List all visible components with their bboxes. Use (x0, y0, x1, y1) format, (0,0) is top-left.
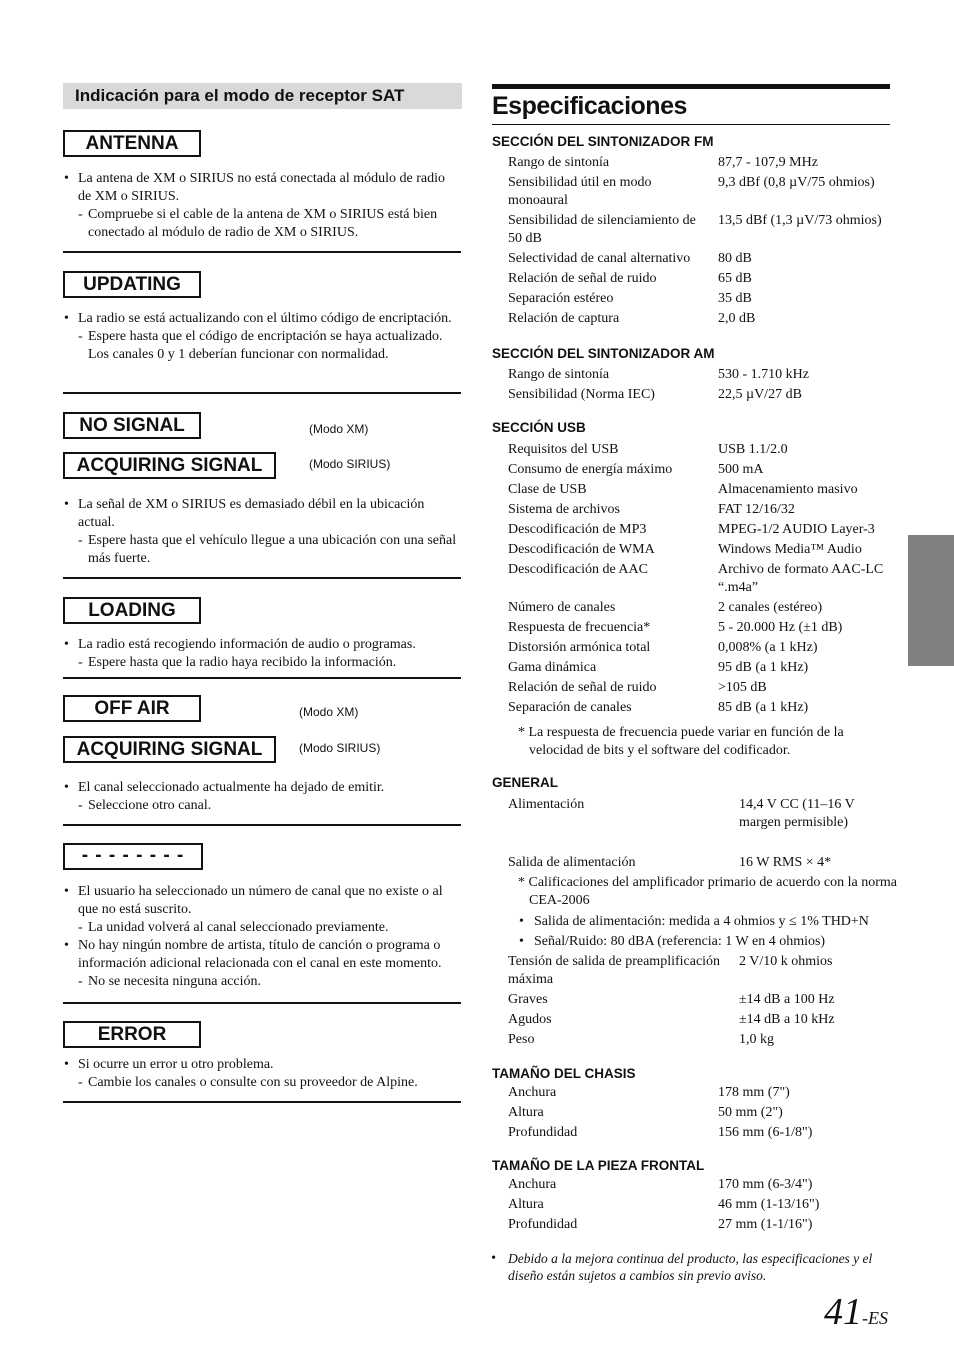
bullet-item (519, 933, 906, 951)
spec-value: FAT 12/16/32 (718, 502, 795, 517)
list-item: • La señal de XM o SIRIUS es demasiado débil en la ubicación actual. (63, 496, 461, 532)
spec-row (508, 154, 891, 172)
spec-row (508, 796, 891, 854)
spec-value: ±14 dB a 100 Hz (739, 992, 835, 1007)
sub-item: - Espere hasta que la radio haya recibido la información. (63, 654, 461, 672)
spec-row (508, 461, 891, 479)
spec-value: ±14 dB a 10 kHz (739, 1012, 835, 1027)
display-label-dashes: - - - - - - - - (63, 843, 203, 870)
spec-label: Requisitos del USB (508, 442, 619, 457)
spec-label: Consumo de energía máximo (508, 462, 673, 477)
bullet-glyph: • (519, 914, 524, 929)
spec-value: 500 mA (718, 462, 764, 477)
spec-table-general-2 (508, 953, 891, 1049)
spec-label: Respuesta de frecuencia* (508, 620, 651, 635)
spec-value: 35 dB (718, 291, 752, 306)
page-number (824, 1290, 888, 1334)
spec-section-heading: SECCIÓN DEL SINTONIZADOR FM (492, 134, 714, 149)
display-label-loading: LOADING (63, 597, 201, 624)
spec-table-chassis (508, 1084, 891, 1142)
sub-item: - Seleccione otro canal. (63, 797, 461, 815)
spec-label: Sistema de archivos (508, 502, 620, 517)
spec-section-heading: TAMAÑO DEL CHASIS (492, 1066, 636, 1081)
spec-row (508, 599, 891, 617)
off-air-description (63, 779, 461, 815)
spec-label: Profundidad (508, 1125, 578, 1140)
spec-row (508, 541, 891, 559)
spec-row (508, 290, 891, 308)
spec-label: Rango de sintonía (508, 367, 610, 382)
footnote: Debido a la mejora continua del producto, las especificaciones y el diseño están sujetos a cambios sin previo aviso. (508, 1251, 873, 1283)
spec-row (508, 561, 891, 599)
spec-value: 80 dB (718, 251, 752, 266)
spec-label: Sensibilidad de silenciamiento de 50 dB (508, 213, 696, 246)
spec-label: Anchura (508, 1177, 557, 1192)
spec-value: 87,7 - 107,9 MHz (718, 155, 818, 170)
list-item: • La radio se está actualizando con el último código de encriptación. (63, 310, 461, 328)
antenna-description (63, 170, 461, 242)
spec-row (508, 679, 891, 697)
spec-row (508, 1104, 891, 1122)
spec-row (508, 250, 891, 268)
spec-row (508, 659, 891, 677)
spec-label: Rango de sintonía (508, 155, 610, 170)
section-heading: Indicación para el modo de receptor SAT (63, 83, 462, 109)
spec-row (508, 481, 891, 499)
spec-value: 13,5 dBf (1,3 µV/73 ohmios) (718, 213, 882, 228)
spec-value: 2 canales (estéreo) (718, 600, 823, 615)
spec-value: 0,008% (a 1 kHz) (718, 640, 818, 655)
spec-row (508, 441, 891, 459)
spec-row (508, 270, 891, 288)
spec-row (508, 386, 891, 404)
spec-label: Profundidad (508, 1217, 578, 1232)
spec-label: Descodificación de AAC (508, 562, 648, 577)
page-title: Especificaciones (492, 84, 890, 125)
spec-row (508, 521, 891, 539)
spec-value: 27 mm (1-1/16") (718, 1217, 813, 1232)
spec-row (508, 174, 891, 210)
spec-table-general (508, 796, 891, 872)
spec-label: Clase de USB (508, 482, 587, 497)
spec-label: Salida de alimentación (508, 855, 636, 870)
display-label-antenna: ANTENNA (63, 130, 201, 157)
spec-row (508, 699, 891, 717)
spec-row (508, 639, 891, 657)
sub-item: - Espere hasta que el código de encriptación se haya actualizado. Los canales 0 y 1 deberían funcionar con normalidad. (63, 328, 461, 364)
mode-label: (Modo SIRIUS) (309, 457, 391, 471)
spec-label: Anchura (508, 1085, 557, 1100)
bullet-text: Salida de alimentación: medida a 4 ohmios y ≤ 1% THD+N (534, 914, 869, 929)
spec-row (508, 1031, 891, 1049)
side-thumb-tab (908, 535, 954, 666)
spec-row (508, 501, 891, 519)
spec-row (508, 1176, 891, 1194)
divider (63, 251, 461, 253)
general-bullets (518, 913, 906, 951)
spec-row (508, 212, 891, 248)
display-label-acquiring-signal: ACQUIRING SIGNAL (63, 452, 276, 479)
spec-value: >105 dB (718, 680, 767, 695)
spec-table-usb (508, 441, 891, 717)
spec-table-am (508, 366, 891, 404)
divider (63, 677, 461, 679)
spec-label: Selectividad de canal alternativo (508, 251, 691, 266)
spec-value: Windows Media™ Audio (718, 542, 862, 557)
updating-description (63, 310, 461, 364)
spec-label: Alimentación (508, 797, 585, 812)
spec-value: 178 mm (7") (718, 1085, 790, 1100)
mode-label: (Modo XM) (299, 705, 359, 719)
spec-value: 1,0 kg (739, 1032, 774, 1047)
spec-label: Distorsión armónica total (508, 640, 651, 655)
divider (63, 1002, 461, 1004)
no-signal-description (63, 496, 461, 568)
no-channel-description (63, 883, 461, 991)
list-item: • La radio está recogiendo información de audio o programas. (63, 636, 461, 654)
list-item: • La antena de XM o SIRIUS no está conectada al módulo de radio de XM o SIRIUS. (63, 170, 461, 206)
divider (63, 1101, 461, 1103)
spec-label: Relación de señal de ruido (508, 271, 657, 286)
display-label-off-air: OFF AIR (63, 695, 201, 722)
list-item: • No hay ningún nombre de artista, título de canción o programa o información adicional relacionada con el canal en este momento. (63, 937, 461, 973)
spec-label: Relación de captura (508, 311, 620, 326)
spec-label: Peso (508, 1032, 535, 1047)
spec-row (508, 310, 891, 328)
spec-row (508, 1124, 891, 1142)
spec-value: 5 - 20.000 Hz (±1 dB) (718, 620, 843, 635)
spec-value: 156 mm (6-1/8") (718, 1125, 813, 1140)
bullet-item (519, 913, 906, 931)
spec-label: Gama dinámica (508, 660, 597, 675)
spec-value: 95 dB (a 1 kHz) (718, 660, 809, 675)
divider (63, 392, 461, 394)
spec-value: 170 mm (6-3/4") (718, 1177, 813, 1192)
spec-row (508, 619, 891, 637)
spec-label: Descodificación de MP3 (508, 522, 647, 537)
display-label-error: ERROR (63, 1021, 201, 1048)
list-item: • El usuario ha seleccionado un número de canal que no existe o al que no está suscrito. (63, 883, 461, 919)
spec-value: Archivo de formato AAC-LC “.m4a” (718, 562, 884, 595)
sub-item: - Espere hasta que el vehículo llegue a una ubicación con una señal más fuerte. (63, 532, 461, 568)
spec-row (508, 1084, 891, 1102)
bullet-glyph: • (519, 934, 524, 949)
spec-label: Separación estéreo (508, 291, 614, 306)
page-number-value: 41 (824, 1291, 862, 1333)
spec-value: 16 W RMS × 4* (739, 855, 832, 870)
spec-value: 530 - 1.710 kHz (718, 367, 809, 382)
spec-label: Sensibilidad (Norma IEC) (508, 387, 655, 402)
spec-value: 14,4 V CC (11–16 V margen permisible) (739, 797, 855, 830)
spec-label: Separación de canales (508, 700, 632, 715)
display-label-updating: UPDATING (63, 271, 201, 298)
footnote-bullet: • (491, 1251, 496, 1266)
usb-footnote: * La respuesta de frecuencia puede variar en función de la velocidad de bits y el software del codificador. (518, 725, 844, 758)
sub-item: - La unidad volverá al canal seleccionado previamente. (63, 919, 461, 937)
spec-value: 46 mm (1-13/16") (718, 1197, 820, 1212)
mode-label: (Modo SIRIUS) (299, 741, 381, 755)
spec-section-heading: SECCIÓN DEL SINTONIZADOR AM (492, 346, 715, 361)
spec-row (508, 854, 891, 872)
bullet-text: Señal/Ruido: 80 dBA (referencia: 1 W en 4 ohmios) (534, 934, 826, 949)
display-label-no-signal: NO SIGNAL (63, 412, 201, 439)
spec-section-heading: TAMAÑO DE LA PIEZA FRONTAL (492, 1158, 705, 1173)
sub-item: - No se necesita ninguna acción. (63, 973, 461, 991)
spec-row (508, 1196, 891, 1214)
mode-label: (Modo XM) (309, 422, 369, 436)
spec-label: Tensión de salida de preamplificación máxima (508, 954, 721, 987)
divider (63, 824, 461, 826)
spec-label: Altura (508, 1105, 544, 1120)
spec-label: Altura (508, 1197, 544, 1212)
sub-item: - Cambie los canales o consulte con su proveedor de Alpine. (63, 1074, 461, 1092)
spec-section-heading: GENERAL (492, 775, 559, 790)
spec-value: Almacenamiento masivo (718, 482, 858, 497)
amplifier-footnote: * Calificaciones del amplificador primario de acuerdo con la norma CEA-2006 (518, 875, 898, 908)
spec-label: Descodificación de WMA (508, 542, 655, 557)
spec-label: Graves (508, 992, 548, 1007)
spec-value: USB 1.1/2.0 (718, 442, 788, 457)
error-description (63, 1056, 461, 1092)
display-label-acquiring-signal: ACQUIRING SIGNAL (63, 736, 276, 763)
page-number-suffix: -ES (862, 1308, 888, 1328)
spec-value: 2 V/10 k ohmios (739, 954, 833, 969)
loading-description (63, 636, 461, 672)
spec-table-fm (508, 154, 891, 328)
spec-label: Relación de señal de ruido (508, 680, 657, 695)
spec-row (508, 1216, 891, 1234)
spec-row (508, 1011, 891, 1029)
spec-row (508, 953, 891, 991)
spec-value: 65 dB (718, 271, 752, 286)
list-item: • El canal seleccionado actualmente ha dejado de emitir. (63, 779, 461, 797)
spec-value: 9,3 dBf (0,8 µV/75 ohmios) (718, 175, 875, 190)
spec-row (508, 366, 891, 384)
spec-value: 50 mm (2") (718, 1105, 783, 1120)
list-item: • Si ocurre un error u otro problema. (63, 1056, 461, 1074)
divider (63, 577, 461, 579)
spec-row (508, 991, 891, 1009)
spec-label: Sensibilidad útil en modo monoaural (508, 175, 652, 208)
spec-value: 2,0 dB (718, 311, 756, 326)
spec-value: 22,5 µV/27 dB (718, 387, 802, 402)
spec-label: Agudos (508, 1012, 552, 1027)
sub-item: - Compruebe si el cable de la antena de XM o SIRIUS está bien conectado al módulo de radio de XM o SIRIUS. (63, 206, 461, 242)
spec-value: MPEG-1/2 AUDIO Layer-3 (718, 522, 875, 537)
spec-label: Número de canales (508, 600, 616, 615)
spec-table-front (508, 1176, 891, 1234)
spec-section-heading: SECCIÓN USB (492, 420, 586, 435)
spec-value: 85 dB (a 1 kHz) (718, 700, 809, 715)
